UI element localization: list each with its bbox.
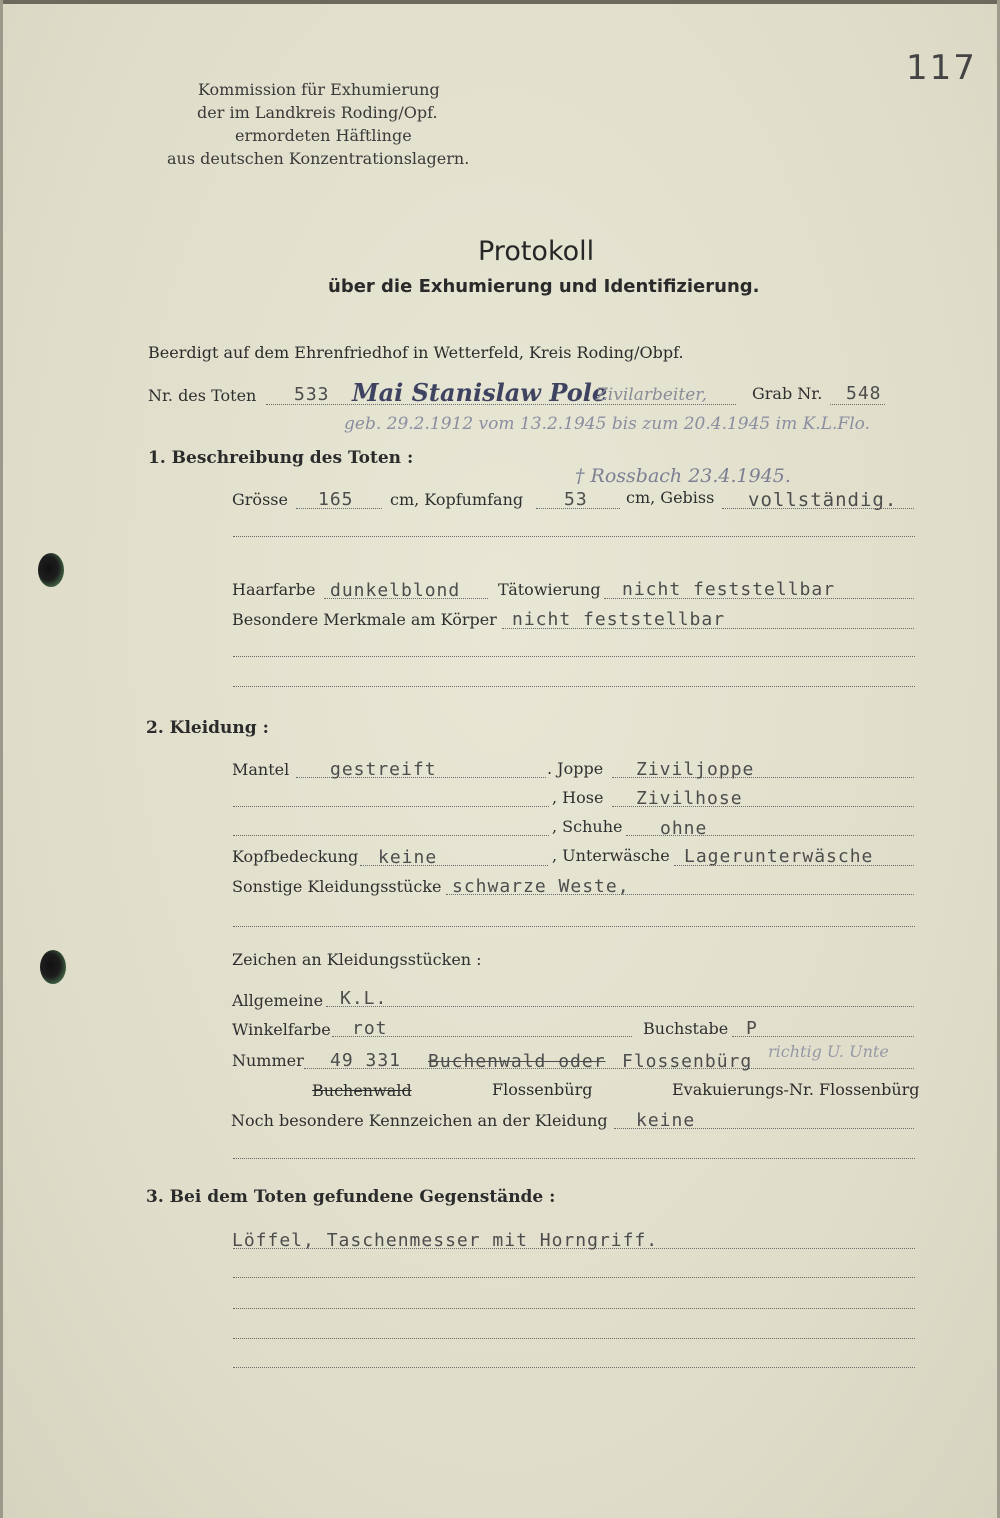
option-evakuierung: Evakuierungs-Nr. Flossenbürg <box>672 1080 920 1099</box>
unterwaesche-value: Lagerunterwäsche <box>684 846 874 867</box>
name-handwritten: Mai Stanislaw Pole <box>352 378 608 407</box>
buchstabe-label: Buchstabe <box>643 1019 729 1038</box>
items-value: Löffel, Taschenmesser mit Horngriff. <box>232 1230 659 1251</box>
nr-toten-value: 533 <box>294 384 330 405</box>
allgemeine-label: Allgemeine <box>232 991 324 1010</box>
blank-line-9 <box>233 1367 915 1368</box>
sonstige-label: Sonstige Kleidungsstücke <box>232 877 442 896</box>
grab-line <box>830 404 885 405</box>
blank-line-5 <box>233 1158 915 1159</box>
blank-line-7 <box>233 1308 915 1309</box>
burial-line: Beerdigt auf dem Ehrenfriedhof in Wetterfeld, Kreis Roding/Obpf. <box>148 343 684 362</box>
section-2-heading: 2. Kleidung : <box>146 718 269 738</box>
section-3-heading: 3. Bei dem Toten gefundene Gegenstände : <box>146 1187 556 1207</box>
unterwaesche-label: , Unterwäsche <box>552 846 670 865</box>
mantel-value: gestreift <box>330 759 437 780</box>
option-buchenwald: Buchenwald <box>312 1081 412 1100</box>
hose-label: , Hose <box>552 788 604 807</box>
commission-line-2: der im Landkreis Roding/Opf. <box>197 103 438 122</box>
page-title: Protokoll <box>478 236 595 267</box>
noch-value: keine <box>636 1110 696 1131</box>
kopfumfang-value: 53 <box>564 489 588 510</box>
schuhe-value: ohne <box>660 818 708 839</box>
allgemeine-value: K.L. <box>340 988 388 1009</box>
blank-line-4 <box>233 926 915 927</box>
kopfumfang-label: cm, Kopfumfang <box>390 490 524 509</box>
merkmale-value: nicht feststellbar <box>512 609 726 630</box>
left-edge <box>0 0 3 1518</box>
hose-value: Zivilhose <box>636 788 743 809</box>
page-number: 117 <box>906 48 977 88</box>
nummer-value: 49 331 <box>330 1050 402 1071</box>
punch-hole-top <box>38 553 64 587</box>
joppe-value: Ziviljoppe <box>636 759 755 780</box>
schuhe-label: , Schuhe <box>552 817 623 836</box>
blank-line-8 <box>233 1338 915 1339</box>
kopfbedeckung-value: keine <box>378 847 438 868</box>
blank-line-1 <box>233 536 915 537</box>
noch-label: Noch besondere Kennzeichen an der Kleidung <box>231 1111 608 1130</box>
winkelfarbe-label: Winkelfarbe <box>232 1020 331 1039</box>
merkmale-label: Besondere Merkmale am Körper <box>232 610 497 629</box>
winkelfarbe-value: rot <box>352 1018 388 1039</box>
gebiss-value: vollständig. <box>748 489 898 511</box>
taetowierung-label: Tätowierung <box>498 580 601 599</box>
haarfarbe-label: Haarfarbe <box>232 580 316 599</box>
taetowierung-value: nicht feststellbar <box>622 579 836 600</box>
commission-line-3: ermordeten Häftlinge <box>235 126 412 145</box>
groesse-value: 165 <box>318 489 354 510</box>
sonstige-value: schwarze Weste, <box>452 876 630 897</box>
gebiss-label: cm, Gebiss <box>626 488 715 507</box>
occupation-handwritten: Zivilarbeiter, <box>596 385 707 405</box>
mantel-label: Mantel <box>232 760 290 779</box>
blank-line-6 <box>233 1277 915 1278</box>
buchstabe-value: P <box>746 1018 758 1039</box>
nr-toten-label: Nr. des Toten <box>148 386 257 405</box>
allgemeine-line <box>326 1006 914 1007</box>
nummer-label: Nummer <box>232 1051 304 1070</box>
section-1-heading: 1. Beschreibung des Toten : <box>148 448 414 468</box>
top-edge <box>0 0 1000 4</box>
nummer-struck-text: Buchenwald oder <box>428 1051 606 1072</box>
grab-value: 548 <box>846 383 882 404</box>
joppe-label: . Joppe <box>547 759 604 778</box>
zeichen-label: Zeichen an Kleidungsstücken : <box>232 950 482 969</box>
nummer-camp: Flossenbürg <box>622 1051 753 1072</box>
blank-schuhe-left <box>233 835 549 836</box>
blank-line-3 <box>233 686 915 687</box>
buchstabe-line <box>732 1036 914 1037</box>
death-handwritten: † Rossbach 23.4.1945. <box>575 465 791 487</box>
blank-hose-left <box>233 806 549 807</box>
option-flossenbuerg: Flossenbürg <box>492 1080 593 1099</box>
birth-handwritten: geb. 29.2.1912 vom 13.2.1945 bis zum 20.4.1945 im K.L.Flo. <box>344 414 870 434</box>
kopfbedeckung-label: Kopfbedeckung <box>232 847 359 866</box>
haarfarbe-value: dunkelblond <box>330 580 461 601</box>
grab-label: Grab Nr. <box>752 384 823 403</box>
nummer-handwritten: richtig U. Unte <box>768 1042 889 1061</box>
blank-line-2 <box>233 656 915 657</box>
groesse-label: Grösse <box>232 490 288 509</box>
punch-hole-bottom <box>40 950 66 984</box>
commission-line-1: Kommission für Exhumierung <box>198 80 440 99</box>
commission-line-4: aus deutschen Konzentrationslagern. <box>167 149 470 168</box>
page-subtitle: über die Exhumierung und Identifizierung. <box>328 276 760 297</box>
